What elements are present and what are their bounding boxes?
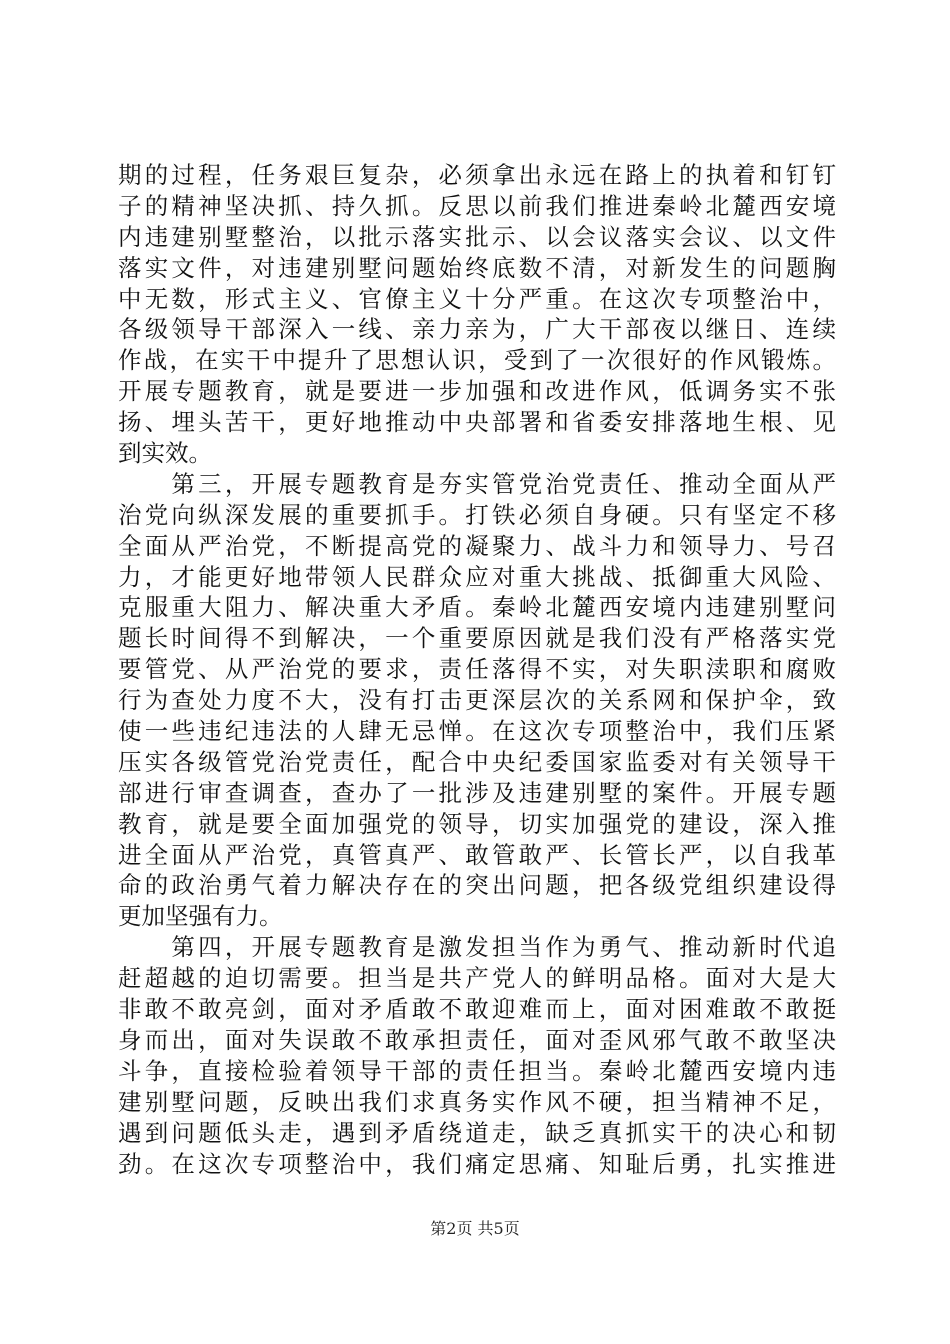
text-line: 建别墅问题，反映出我们求真务实作风不硬，担当精神不足， <box>118 1087 836 1116</box>
text-line: 扬、埋头苦干，更好地推动中央部署和省委安排落地生根、见 <box>118 408 836 437</box>
text-line: 治党向纵深发展的重要抓手。打铁必须自身硬。只有坚定不移 <box>118 500 836 529</box>
text-line: 开展专题教育，就是要进一步加强和改进作风，低调务实不张 <box>118 377 836 406</box>
text-line: 题长时间得不到解决，一个重要原因就是我们没有严格落实党 <box>118 624 836 653</box>
text-line: 命的政治勇气着力解决存在的突出问题，把各级党组织建设得 <box>118 871 836 900</box>
text-line: 力，才能更好地带领人民群众应对重大挑战、抵御重大风险、 <box>118 562 836 591</box>
text-line: 非敢不敢亮剑，面对矛盾敢不敢迎难而上，面对困难敢不敢挺 <box>118 995 836 1024</box>
text-line-paragraph-end: 更加坚强有力。 <box>118 902 283 931</box>
text-line: 中无数，形式主义、官僚主义十分严重。在这次专项整治中， <box>118 284 836 313</box>
text-line: 赶超越的迫切需要。担当是共产党人的鲜明品格。面对大是大 <box>118 964 836 993</box>
text-line: 期的过程，任务艰巨复杂，必须拿出永远在路上的执着和钉钉 <box>118 161 836 189</box>
text-line: 全面从严治党，不断提高党的凝聚力、战斗力和领导力、号召 <box>118 531 836 560</box>
text-line: 内违建别墅整治，以批示落实批示、以会议落实会议、以文件 <box>118 222 836 251</box>
text-line-paragraph-start: 第三，开展专题教育是夯实管党治党责任、推动全面从严 <box>118 469 836 498</box>
text-line: 教育，就是要全面加强党的领导，切实加强党的建设，深入推 <box>118 809 836 838</box>
text-line: 克服重大阻力、解决重大矛盾。秦岭北麓西安境内违建别墅问 <box>118 593 836 622</box>
text-line-paragraph-end: 到实效。 <box>118 439 212 468</box>
text-line: 压实各级管党治党责任，配合中央纪委国家监委对有关领导干 <box>118 747 836 776</box>
text-line: 进全面从严治党，真管真严、敢管敢严、长管长严，以自我革 <box>118 840 836 869</box>
text-line-paragraph-start: 第四，开展专题教育是激发担当作为勇气、推动新时代追 <box>118 933 836 962</box>
text-line: 部进行审查调查，查办了一批涉及违建别墅的案件。开展专题 <box>118 778 836 807</box>
page-number-footer: 第2页 共5页 <box>430 1219 520 1238</box>
text-line: 要管党、从严治党的要求，责任落得不实，对失职渎职和腐败 <box>118 655 836 684</box>
text-line: 子的精神坚决抓、持久抓。反思以前我们推进秦岭北麓西安境 <box>118 191 836 220</box>
text-line: 斗争，直接检验着领导干部的责任担当。秦岭北麓西安境内违 <box>118 1056 836 1085</box>
text-line: 使一些违纪违法的人肆无忌惮。在这次专项整治中，我们压紧 <box>118 717 836 746</box>
text-line: 身而出，面对失误敢不敢承担责任，面对歪风邪气敢不敢坚决 <box>118 1025 836 1054</box>
text-line: 作战，在实干中提升了思想认识，受到了一次很好的作风锻炼。 <box>118 346 836 375</box>
text-line: 遇到问题低头走，遇到矛盾绕道走，缺乏真抓实干的决心和韧 <box>118 1118 836 1147</box>
text-line: 行为查处力度不大，没有打击更深层次的关系网和保护伞，致 <box>118 686 836 715</box>
text-line: 落实文件，对违建别墅问题始终底数不清，对新发生的问题胸 <box>118 253 836 282</box>
text-line: 劲。在这次专项整治中，我们痛定思痛、知耻后勇，扎实推进 <box>118 1149 836 1178</box>
body-text <box>118 160 836 1179</box>
text-line: 各级领导干部深入一线、亲力亲为，广大干部夜以继日、连续 <box>118 315 836 344</box>
